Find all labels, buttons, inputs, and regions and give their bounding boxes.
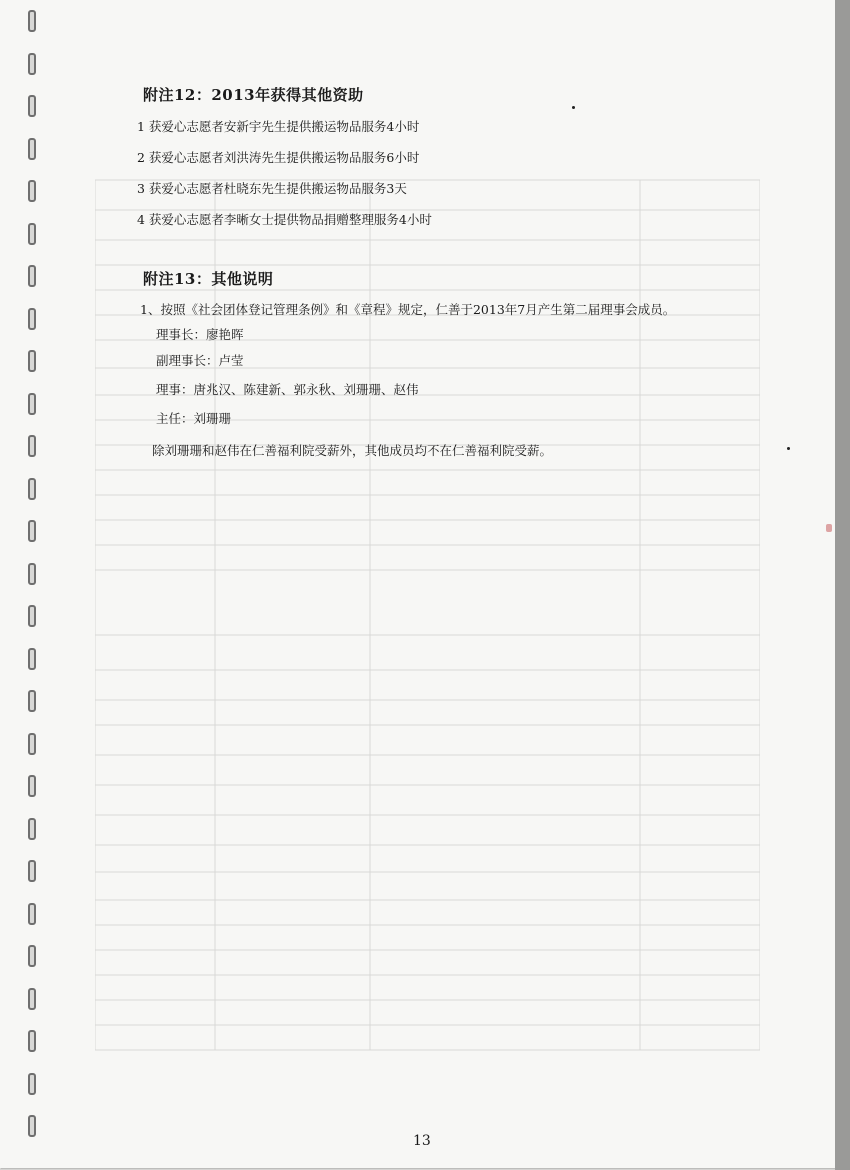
section-12-item-1: 1 获爱心志愿者安新宇先生提供搬运物品服务4小时 — [137, 119, 420, 134]
salary-note: 除刘珊珊和赵伟在仁善福利院受薪外，其他成员均不在仁善福利院受薪。 — [152, 443, 553, 458]
director-office-line: 主任：刘珊珊 — [156, 411, 232, 426]
directors-line: 理事：唐兆汉、陈建新、郭永秋、刘珊珊、赵伟 — [156, 382, 419, 397]
section-12-item-2: 2 获爱心志愿者刘洪涛先生提供搬运物品服务6小时 — [137, 150, 420, 165]
section-12-item-3: 3 获爱心志愿者杜晓东先生提供搬运物品服务3天 — [137, 181, 407, 196]
section-13-intro: 1、按照《社会团体登记管理条例》和《章程》规定，仁善于2013年7月产生第二届理事会成员。 — [140, 302, 676, 317]
scan-red-mark — [826, 524, 832, 532]
scan-speck — [572, 106, 575, 109]
section-13-title: 附注13：其他说明 — [143, 270, 274, 288]
vice-chairman-line: 副理事长：卢莹 — [156, 353, 244, 368]
section-12-title: 附注12：2013年获得其他资助 — [143, 86, 364, 104]
section-12-item-4: 4 获爱心志愿者李晰女士提供物品捐赠整理服务4小时 — [137, 212, 432, 227]
page-edge-shadow — [835, 0, 850, 1170]
chairman-line: 理事长：廖艳晖 — [156, 327, 244, 342]
page-number: 13 — [413, 1133, 431, 1149]
scan-speck — [787, 447, 790, 450]
